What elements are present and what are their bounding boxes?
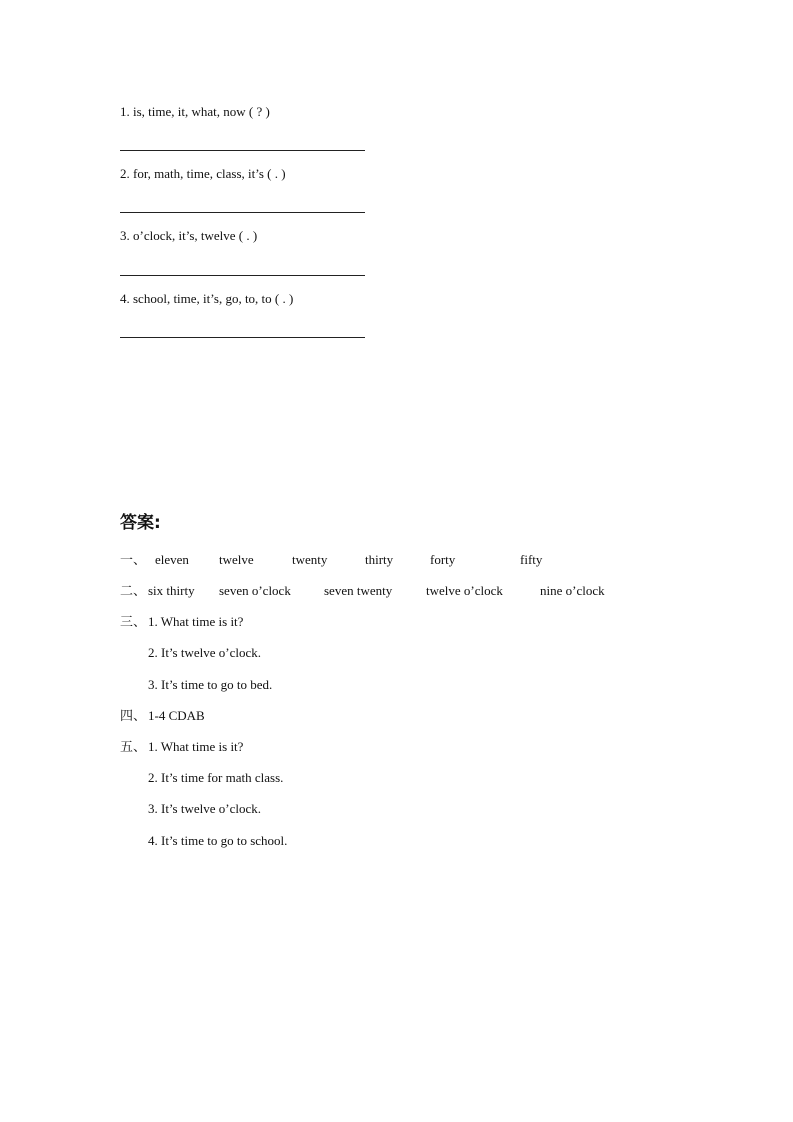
question-3: 3. o’clock, it’s, twelve ( . ) xyxy=(120,228,258,243)
answers-heading: 答案: xyxy=(120,513,161,533)
section-4-label: 四、 xyxy=(120,708,147,723)
question-4: 4. school, time, it’s, go, to, to ( . ) xyxy=(120,291,294,306)
section-1-item: twenty xyxy=(292,552,328,567)
question-1: 1. is, time, it, what, now ( ? ) xyxy=(120,104,270,119)
section-2-item: seven twenty xyxy=(324,583,393,598)
section-5-line: 1. What time is it? xyxy=(148,739,244,754)
section-5-line: 2. It’s time for math class. xyxy=(148,770,284,785)
section-5-line: 4. It’s time to go to school. xyxy=(148,833,288,848)
section-3-line: 3. It’s time to go to bed. xyxy=(148,677,273,692)
section-5-label: 五、 xyxy=(120,739,147,754)
section-3-label: 三、 xyxy=(120,614,147,629)
question-2: 2. for, math, time, class, it’s ( . ) xyxy=(120,166,286,181)
section-1-label: 一、 xyxy=(120,552,147,567)
section-2-item: twelve o’clock xyxy=(426,583,503,598)
answer-blank-1 xyxy=(120,150,365,151)
section-1-item: fifty xyxy=(520,552,543,567)
section-1-item: eleven xyxy=(155,552,189,567)
section-2-label: 二、 xyxy=(120,583,147,598)
section-2-item: nine o’clock xyxy=(540,583,605,598)
answer-blank-3 xyxy=(120,275,365,276)
section-1-item: thirty xyxy=(365,552,394,567)
section-2-item: six thirty xyxy=(148,583,195,598)
section-2-item: seven o’clock xyxy=(219,583,291,598)
answer-blank-4 xyxy=(120,337,365,338)
answer-blank-2 xyxy=(120,212,365,213)
section-3-line: 1. What time is it? xyxy=(148,614,244,629)
section-1-item: forty xyxy=(430,552,456,567)
section-5-line: 3. It’s twelve o’clock. xyxy=(148,801,261,816)
section-4-text: 1-4 CDAB xyxy=(148,708,205,723)
section-3-line: 2. It’s twelve o’clock. xyxy=(148,645,261,660)
section-1-item: twelve xyxy=(219,552,254,567)
